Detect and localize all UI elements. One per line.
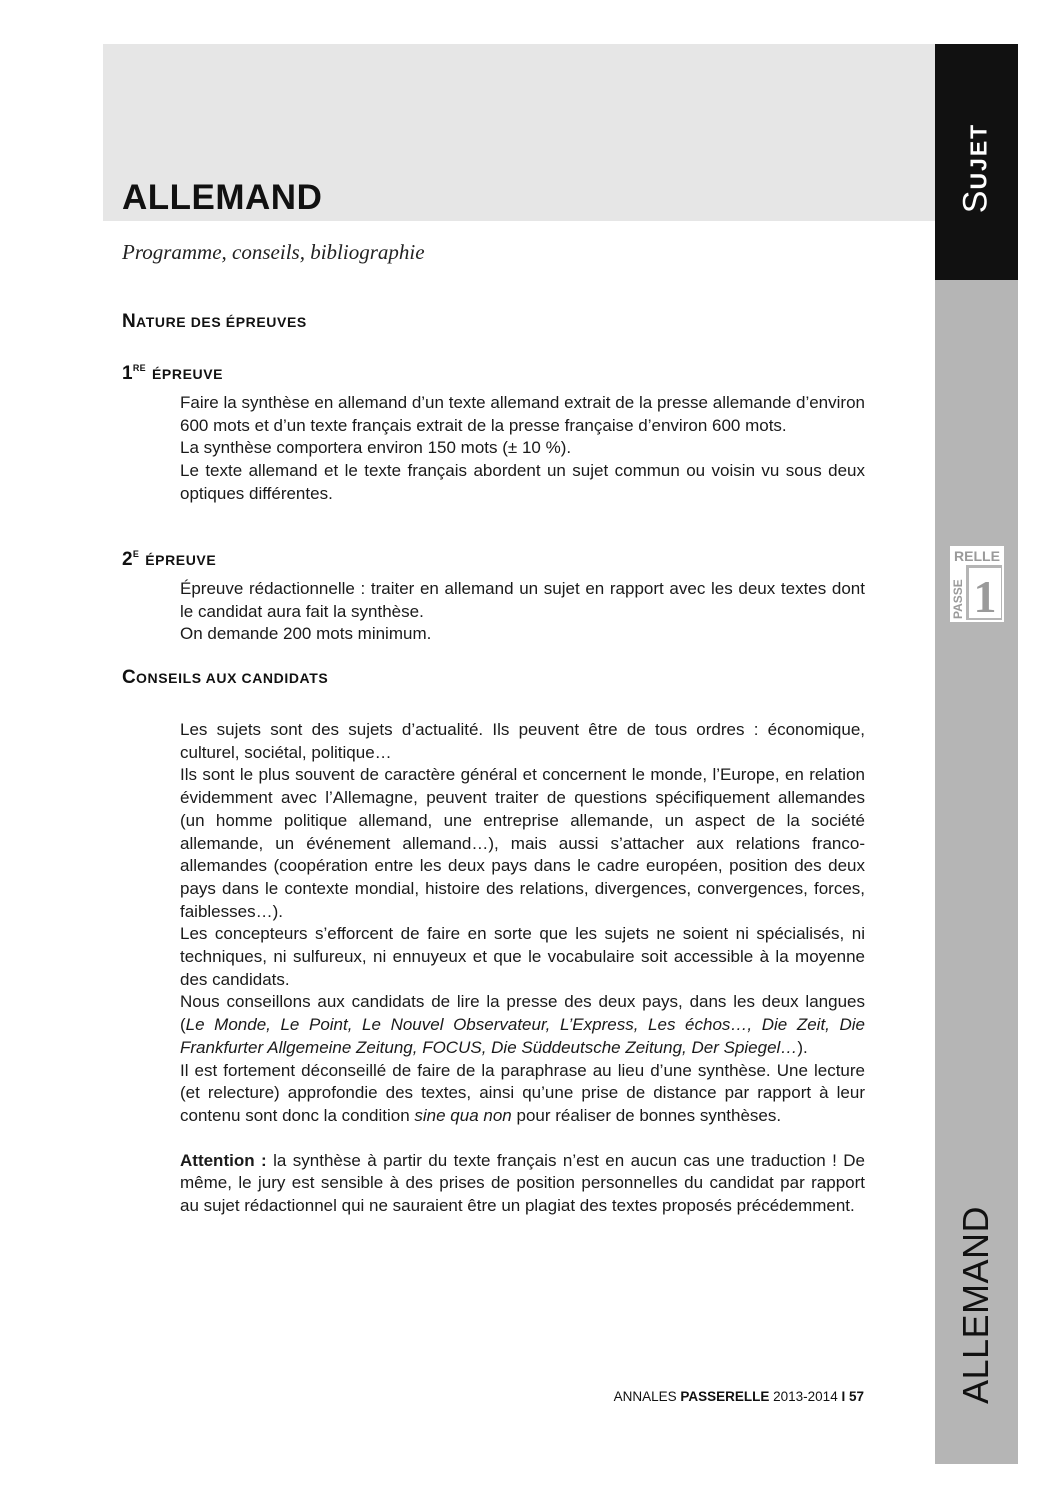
sidebar-label-sujet: SUJET — [956, 122, 995, 214]
logo-number: 1 — [973, 571, 997, 622]
conseils-paragraph: Il est fortement déconseillé de faire de la paraphrase au lieu d’une synthèse. Une lecture (et relecture) approfondie des textes, ainsi qu’une prise de distance par rapport à leur contenu sont donc la condition sine qua non pour réaliser de bonnes synthèses. — [180, 1060, 865, 1125]
page-footer: ANNALES PASSERELLE 2013-2014 I 57 — [613, 1389, 864, 1404]
epreuve2-paragraph: On demande 200 mots minimum. — [180, 624, 432, 644]
conseils-paragraph: Ils sont le plus souvent de caractère général et concernent le monde, l’Europe, en relation évidemment avec l’Allemagne, peuvent traiter de questions spécifiquement allemandes (un homme politique allemand, une entreprise allemande, un aspect de la société allemande, un événement allemand…), mais aussi s’attacher aux relations franco-allemandes (coopération entre les deux pays dans le cadre européen, position des deux pays dans le contexte mondial, histoire des relations, divergences, convergences, forces, faiblesses…). — [180, 765, 865, 921]
conseils-body — [180, 719, 865, 1218]
page-subtitle: Programme, conseils, bibliographie — [122, 240, 425, 264]
conseils-paragraph: Nous conseillons aux candidats de lire la presse des deux pays, dans les deux langues (Le Monde, Le Point, Le Nouvel Observateur, L’Express, Les échos…, Die Zeit, Die Frankfurter Allgemeine Zeitung, FOCUS, Die Süddeutsche Zeitung, Der Spiegel…). — [180, 992, 865, 1057]
section-heading-nature: NATURE DES ÉPREUVES — [122, 311, 307, 332]
attention-label: Attention : — [180, 1150, 267, 1170]
press-titles: Le Monde, Le Point, Le Nouvel Observateur, L’Express, Les échos…, Die Zeit, Die Frankfurter Allgemeine Zeitung, FOCUS, Die Süddeutsche Zeitung, Der Spiegel… — [180, 1015, 865, 1057]
logo-text-side: PASSE — [951, 579, 965, 619]
passerelle-logo — [950, 546, 1004, 622]
epreuve2-paragraph: Épreuve rédactionnelle : traiter en allemand un sujet en rapport avec les deux textes dont le candidat aura fait la synthèse. — [180, 579, 865, 621]
epreuve1-paragraph: Le texte allemand et le texte français abordent un sujet commun ou voisin vu sous deux optiques différentes. — [180, 461, 865, 503]
epreuve1-paragraph: Faire la synthèse en allemand d’un texte allemand extrait de la presse allemande d’environ 600 mots et d’un texte français extrait de la presse française d’environ 600 mots. — [180, 393, 865, 435]
page-title: ALLEMAND — [122, 178, 323, 217]
epreuve1-paragraph: La synthèse comportera environ 150 mots (± 10 %). — [180, 438, 572, 458]
epreuve1-heading: 1RE ÉPREUVE — [122, 363, 224, 384]
epreuve2-body — [180, 578, 865, 646]
attention-paragraph: Attention : la synthèse à partir du texte français n’est en aucun cas une traduction ! De même, le jury est sensible à des prises de position personnelles du candidat par rapport au sujet rédactionnel qui ne sauraient être un plagiat des textes proposés précédemment. — [180, 1150, 865, 1216]
epreuve2-heading: $2^E$ ÉPREUVE — [122, 549, 217, 570]
logo-text-top: RELLE — [954, 548, 1000, 564]
conseils-paragraph: Les sujets sont des sujets d’actualité. Ils peuvent être de tous ordres : économique, culturel, sociétal, politique… — [180, 720, 865, 762]
sidebar-label-allemand: ALLEMAND — [955, 1205, 996, 1405]
conseils-paragraph: Les concepteurs s’efforcent de faire en sorte que les sujets ne soient ni spécialisés, ni techniques, ni sulfureux, ni ennuyeux et que le vocabulaire soit accessible à la moyenne des candidats. — [180, 924, 865, 989]
latin-phrase: sine qua non — [414, 1105, 512, 1125]
section-heading-conseils: CONSEILS AUX CANDIDATS — [122, 667, 329, 688]
epreuve1-body — [180, 392, 865, 506]
